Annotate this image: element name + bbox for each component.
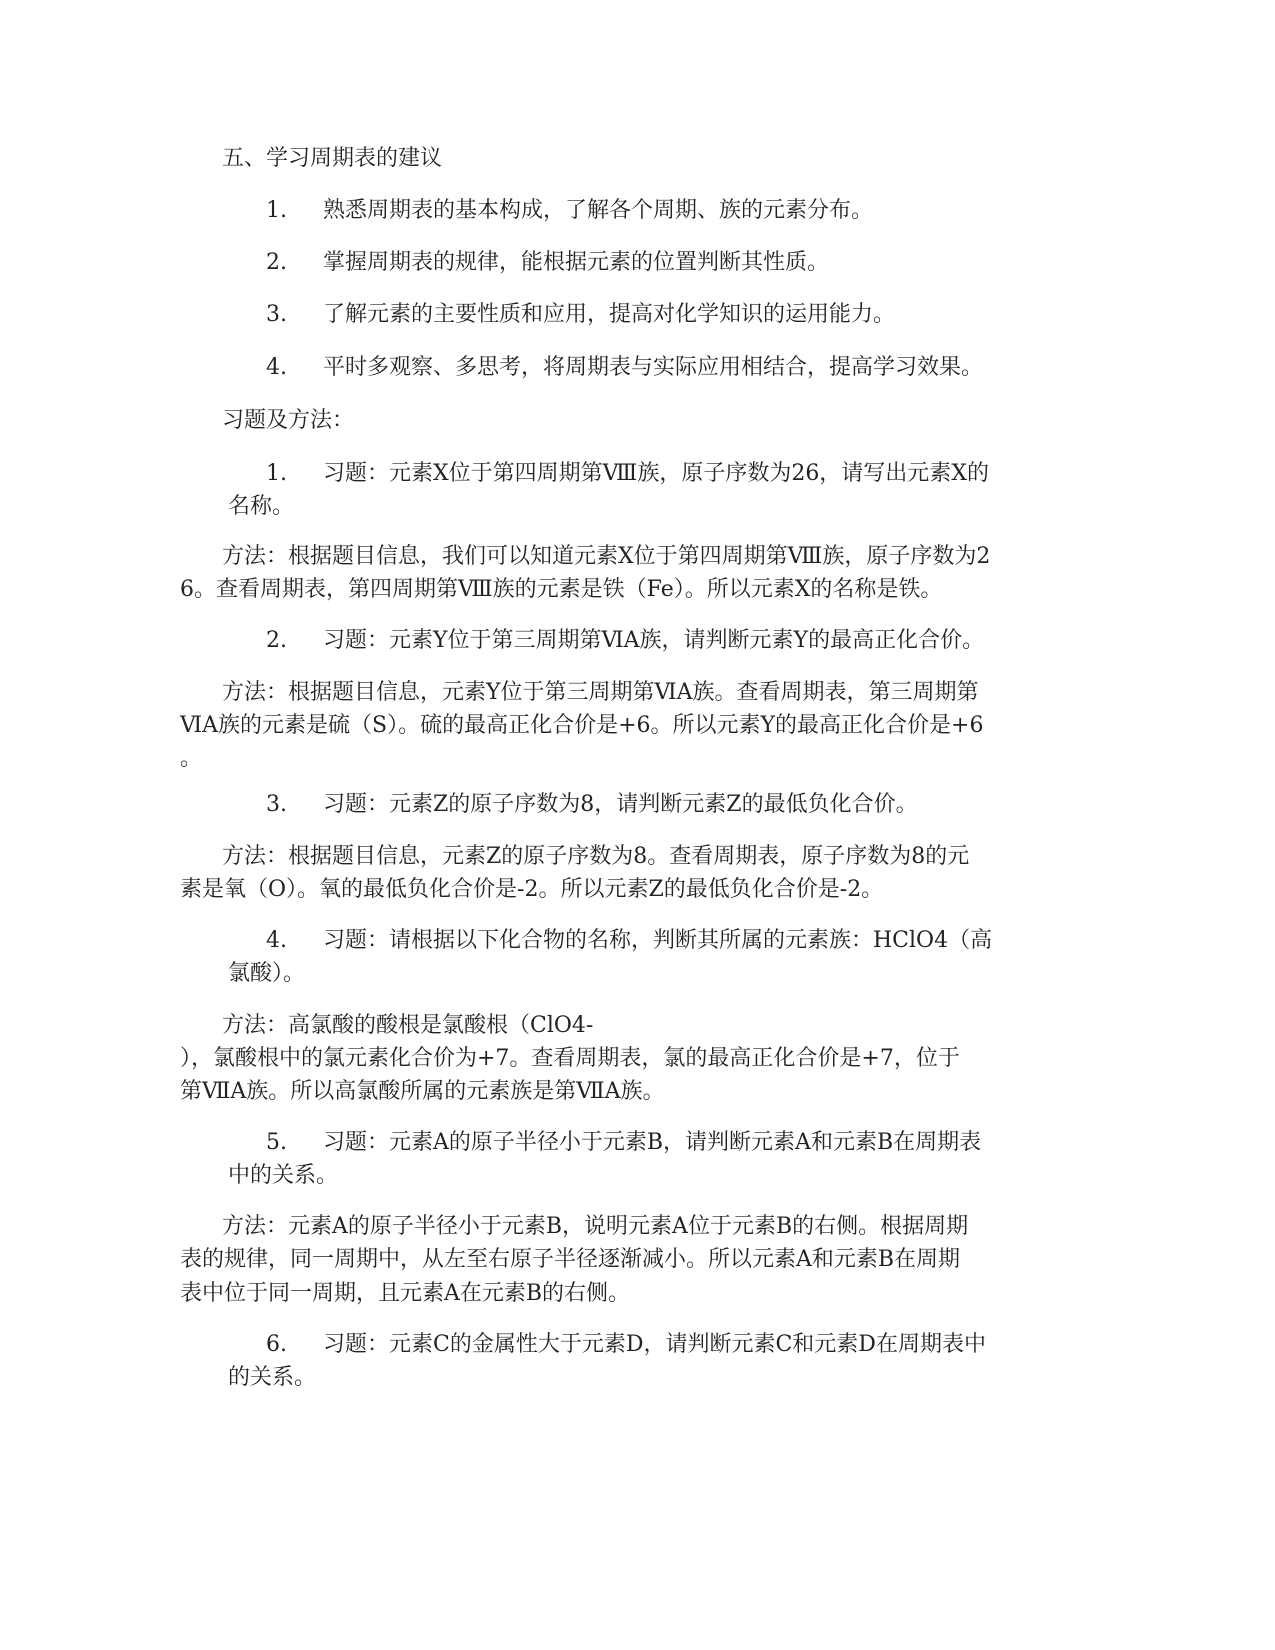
method-text: 表中位于同一周期，且元素A在元素B的右侧。 <box>180 1281 631 1306</box>
method-text: 6。查看周期表，第四周期第Ⅷ族的元素是铁（Fe）。所以元素X的名称是铁。 <box>180 577 943 602</box>
method-text: 方法：高氯酸的酸根是氯酸根（ClO4- <box>222 1013 594 1038</box>
question-number: 2. <box>266 628 287 653</box>
question-text: 氯酸）。 <box>228 961 306 986</box>
exercises-title: 习题及方法： <box>222 408 355 433</box>
tip-number: 4. <box>266 355 287 380</box>
question-text: 习题：元素Z的原子序数为8，请判断元素Z的最低负化合价。 <box>323 792 918 817</box>
section-heading: 五、学习周期表的建议 <box>222 146 443 171</box>
tip-text: 掌握周期表的规律，能根据元素的位置判断其性质。 <box>323 250 830 275</box>
question-text: 习题：元素C的金属性大于元素D，请判断元素C和元素D在周期表中 <box>323 1332 986 1357</box>
tip-number: 2. <box>266 250 287 275</box>
method-text: 第ⅦA族。所以高氯酸所属的元素族是第ⅦA族。 <box>180 1079 665 1104</box>
question-number: 5. <box>266 1130 287 1155</box>
method-text: 方法：根据题目信息，元素Z的原子序数为8。查看周期表，原子序数为8的元 <box>222 844 970 869</box>
method-text: 。 <box>180 746 203 771</box>
method-text: 方法：元素A的原子半径小于元素B，说明元素A位于元素B的右侧。根据周期 <box>222 1214 969 1239</box>
method-text: ），氯酸根中的氯元素化合价为+7。查看周期表，氯的最高正化合价是+7，位于 <box>180 1046 960 1071</box>
method-text: 表的规律，同一周期中，从左至右原子半径逐渐减小。所以元素A和元素B在周期 <box>180 1247 961 1272</box>
tip-number: 1. <box>266 198 287 223</box>
question-text: 的关系。 <box>228 1365 317 1390</box>
question-text: 名称。 <box>228 494 295 519</box>
method-text: 素是氧（O）。氧的最低负化合价是-2。所以元素Z的最低负化合价是-2。 <box>180 877 884 902</box>
tip-number: 3. <box>266 302 287 327</box>
tip-text: 平时多观察、多思考，将周期表与实际应用相结合，提高学习效果。 <box>323 355 984 380</box>
method-text: 方法：根据题目信息，我们可以知道元素X位于第四周期第Ⅷ族，原子序数为2 <box>222 544 991 569</box>
question-number: 4. <box>266 928 287 953</box>
tip-text: 熟悉周期表的基本构成，了解各个周期、族的元素分布。 <box>323 198 874 223</box>
method-text: 方法：根据题目信息，元素Y位于第三周期第ⅥA族。查看周期表，第三周期第 <box>222 680 979 705</box>
question-number: 3. <box>266 792 287 817</box>
question-text: 习题：元素A的原子半径小于元素B，请判断元素A和元素B在周期表 <box>323 1130 982 1155</box>
tip-text: 了解元素的主要性质和应用，提高对化学知识的运用能力。 <box>323 302 896 327</box>
method-text: ⅥA族的元素是硫（S）。硫的最高正化合价是+6。所以元素Y的最高正化合价是+6 <box>180 713 984 738</box>
question-text: 习题：请根据以下化合物的名称，判断其所属的元素族：HClO4（高 <box>323 928 993 953</box>
question-text: 中的关系。 <box>228 1163 339 1188</box>
question-text: 习题：元素Y位于第三周期第ⅥA族，请判断元素Y的最高正化合价。 <box>323 628 985 653</box>
question-number: 6. <box>266 1332 287 1357</box>
question-number: 1. <box>266 461 287 486</box>
question-text: 习题：元素X位于第四周期第Ⅷ族，原子序数为26，请写出元素X的 <box>323 461 989 486</box>
